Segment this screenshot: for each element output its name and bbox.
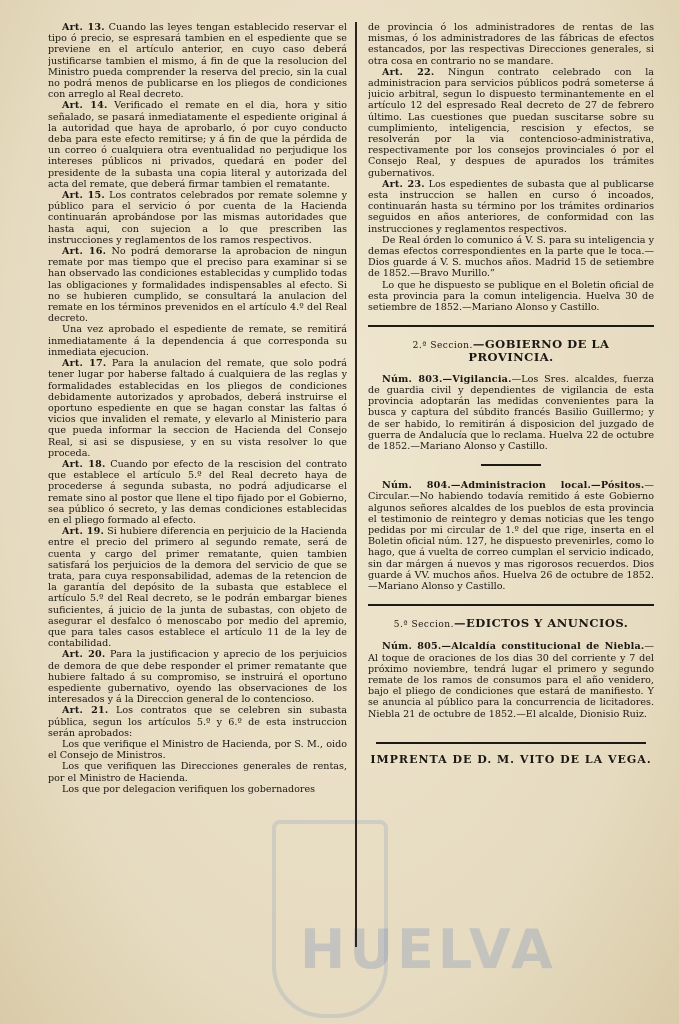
section-2-title: —GOBIERNO DE LA PROVINCIA. <box>468 337 610 365</box>
article-number: Art. 17. <box>62 358 107 370</box>
left-paragraph <box>48 246 347 324</box>
paragraph-text: No podrá demorarse la aprobacion de ningun remate por mas tiempo que el preciso para examinar si se han observado las condiciones establecidas y cumplido todas las obligaciones y formalidades indispensables al efecto. Si no se hubieren cumplido, se consultará la anulacion del remate en los términos prevenidos en el artículo 4.º del Real decreto. <box>48 246 347 325</box>
section-divider <box>368 604 654 606</box>
paragraph-text: Los que verifique el Ministro de Hacienda, por S. M., oido el Consejo de Ministros. <box>48 739 347 762</box>
paragraph-text: Verificado el remate en el dia, hora y sitio señalado, se pasará inmediatamente el espediente original á la autoridad que haya de aprobarlo, ó por cuyo conducto deba para este efecto remitirse; y á fin de que la pérdida de un correo ó cualquiera otra eventualidad no perjudique los intereses públicos ni privados, quedará en poder del presidente de la subasta una copia literal y autorizada del acta del remate, que deberá firmar tambien el rematante. <box>48 100 347 190</box>
right-paragraph <box>368 280 654 314</box>
imprint-line: IMPRENTA DE D. M. VITO DE LA VEGA. <box>370 752 652 766</box>
paragraph-text: Los contratos celebrados por remate solemne y público para el servicio ó por cuenta de la Hacienda continuarán aprobándose por las mismas autoridades que hasta aqui, con sujecion a lo que prescriben las instrucciones y reglamentos de los ramos respectivos. <box>48 190 347 246</box>
paragraph-text: Para la anulacion del remate, que solo podrá tener lugar por haberse faltado á cualquiera de las reglas y formalidades establecidas en los pliegos de condiciones debidamente autorizados y aprobados, deberá instruirse el oportuno espediente en que se hagan constar las faltas ó vicios que invaliden el remate, y elevarlo al Ministerio para que pueda informar la seccion de Hacienda del Consejo Real, si asi se dispusiese, y en su vista resolver lo que proceda. <box>48 358 347 459</box>
notice-803-text: —Los Sres. alcaldes, fuerza de guardia civil y dependientes de vigilancia de esta provincia adoptarán las medidas convenientes para la busca y captura del súbdito francés Basilio Guillermo; y de ser habido, lo remitirán á disposicion del juzgado de guerra de Andalucía que lo reclama. Huelva 22 de octubre de 1852.—Mariano Alonso y Castillo. <box>368 373 654 452</box>
left-paragraph <box>48 100 347 190</box>
footer-divider <box>376 742 646 744</box>
left-column <box>48 22 347 1022</box>
paragraph-text: Ningun contrato celebrado con la administracion para servicios públicos podrá someterse á juicio arbitral, segun lo dispuesto terminantemente en el artículo 12 del espresado Real decreto de 27 de febrero último. Las cuestiones que puedan suscitarse sobre su cumplimiento, inteligencia, rescision y efectos, se resolverán por la via contencioso-administrativa, respectivamente por los consejos provinciales ó por el Consejo Real, y despues de apurados los trámites gubernativos. <box>368 66 654 179</box>
left-paragraph <box>48 324 347 358</box>
right-paragraph <box>368 179 654 235</box>
paragraph-text: de provincia ó los administradores de rentas de las mismas, ó los administradores de las fábricas de efectos estancados, por las respectivas Direcciones generales, si otra cosa en contrario no se mandare. <box>368 22 654 67</box>
notice-804-text: —Circular.—No habiendo todavía remitido á este Gobierno algunos señores alcaldes de los pueblos de esta provincia el testimonio de reintegro y demas noticias que les tengo pedidas por mi circular de 1.º del que rige, inserta en el Boletin oficial núm. 127, he dispuesto prevenirles, como lo hago, que á vuelta de correo cumplan el servicio indicado, sin dar márgen á nuevos y mas rigorosos recuerdos. Dios guarde á VV. muchos años. Huelva 26 de octubre de 1852.—Mariano Alonso y Castillo. <box>368 480 654 592</box>
notice-804-lead: Núm. 804.—Administracion local.—Pósitos. <box>382 480 645 492</box>
notice-805-lead: Núm. 805.—Alcaldía constitucional de Niebla. <box>382 641 645 653</box>
right-paragraph <box>368 235 654 280</box>
notice-803 <box>368 374 654 452</box>
notice-805 <box>368 641 654 719</box>
notice-804 <box>368 480 654 592</box>
left-paragraph <box>48 459 347 526</box>
left-paragraph <box>48 705 347 739</box>
article-number: Art. 13. <box>62 22 105 33</box>
paragraph-text: Si hubiere diferencia en perjuicio de la Hacienda entre el precio del primero al segundo remate, será de cuenta y cargo del primer rematante, quien tambien satisfará los perjuicios de la demora del servicio de que se trata, para cuya responsabilidad, ademas de la retencion de la garantía del depósito de la subasta que establece el artículo 5.º del Real decreto, se le podrán embargar bienes suficientes, á juicio de la junta de subastas, con objeto de asegurar el desfalco ó menoscabo por medio del apremio, que para tales casos establece el artículo 11 de la ley de contabilidad. <box>48 526 347 650</box>
left-paragraph <box>48 22 347 100</box>
notice-805-text: —Al toque de oraciones de los dias 30 del corriente y 7 del próximo noviembre, tendrá lugar el primero y segundo remate de los ramos de consumos para el año venidero, bajo el pliego de condiciones que estará de manifiesto. Y se anuncia al público para la concurrencia de licitadores. Niebla 21 de octubre de 1852.—El alcalde, Dionisio Ruiz. <box>368 641 654 720</box>
paragraph-text: Lo que he dispuesto se publique en el Boletin oficial de esta provincia para la comun inteligencia. Huelva 30 de setiembre de 1852.—Mariano Alonso y Castillo. <box>368 279 654 314</box>
section-5-heading <box>368 618 654 631</box>
paragraph-text: Los contratos que se celebren sin subasta pública, segun los artículos 5.º y 6.º de esta instruccion serán aprobados: <box>48 705 347 739</box>
paragraph-text: Los espedientes de subasta que al publicarse esta instruccion se hallen en curso ó incoados, continuarán hasta su término por los trámites ordinarios seguidos en años anteriores, de conformidad con las instrucciones y reglamentos respectivos. <box>368 178 654 235</box>
left-paragraph <box>48 358 347 459</box>
notice-803-lead: Núm. 803.—Vigilancia. <box>382 373 512 385</box>
right-paragraph <box>368 22 654 67</box>
left-paragraph <box>48 784 347 795</box>
right-paragraph <box>368 67 654 179</box>
article-number: Art. 18. <box>62 458 106 470</box>
section-2-heading <box>368 339 654 363</box>
left-paragraph <box>48 761 347 783</box>
right-column-articles <box>368 22 654 313</box>
article-number: Art. 16. <box>62 246 107 258</box>
paragraph-text: Para la justificacion y aprecio de los perjuicios de demora de que debe responder el primer rematante que hubiere faltado á su compromiso, se instruirá el oportuno espediente gubernativo, oyendo las observaciones de los interesados y á la Direccion general de lo contencioso. <box>48 649 347 706</box>
article-number: Art. 15. <box>62 190 105 202</box>
right-column <box>368 22 654 1022</box>
paragraph-text: Los que verifiquen las Direcciones generales de rentas, por el Ministro de Hacienda. <box>48 761 347 784</box>
section-2-label: 2.ª Seccion. <box>412 341 473 352</box>
article-number: Art. 22. <box>382 66 435 78</box>
left-paragraph <box>48 526 347 649</box>
article-number: Art. 23. <box>382 178 425 190</box>
left-paragraph <box>48 190 347 246</box>
short-divider <box>481 464 541 466</box>
section-divider <box>368 325 654 327</box>
paragraph-text: Los que por delegacion verifiquen los gobernadores <box>62 783 316 795</box>
paragraph-text: Cuando por efecto de la rescision del contrato que establece el artículo 5.º del Real decreto haya de procederse á segunda subasta, no podrá adjudicarse el remate sino al postor que llene el tipo fijado por el Gobierno, sea público ó secreto, y las demas condiciones establecidas en el pliego formado al efecto. <box>48 458 347 526</box>
article-number: Art. 21. <box>62 705 109 717</box>
section-5-title: —EDICTOS Y ANUNCIOS. <box>453 616 629 631</box>
article-number: Art. 14. <box>62 100 108 112</box>
watermark: HUELVA <box>300 918 557 981</box>
column-divider <box>355 22 357 947</box>
section-5-label: 5.ª Seccion. <box>393 620 454 631</box>
article-number: Art. 19. <box>62 526 105 538</box>
paragraph-text: Una vez aprobado el espediente de remate, se remitirá inmediatamente á la dependencia á que corresponda su inmediata ejecucion. <box>48 324 347 358</box>
paragraph-text: Cuando las leyes tengan establecido reservar el tipo ó precio, se espresará tambien en el espediente que se previene en el artículo anterior, en cuyo caso deberá justificarse tambien el mismo, á fin de que la resolucion del Ministro pueda comprender la reserva del precio, sin la cual no podrá menos de publicarse en los pliegos de condiciones con arreglo al Real decreto. <box>48 22 347 101</box>
paragraph-text: De Real órden lo comunico á V. S. para su inteligencia y demas efectos correspondientes en la parte que le toca.—Dios guarde á V. S. muchos años. Madrid 15 de setiembre de 1852.—Bravo Murillo.” <box>368 234 654 280</box>
left-paragraph <box>48 739 347 761</box>
left-paragraph <box>48 649 347 705</box>
article-number: Art. 20. <box>62 649 106 661</box>
